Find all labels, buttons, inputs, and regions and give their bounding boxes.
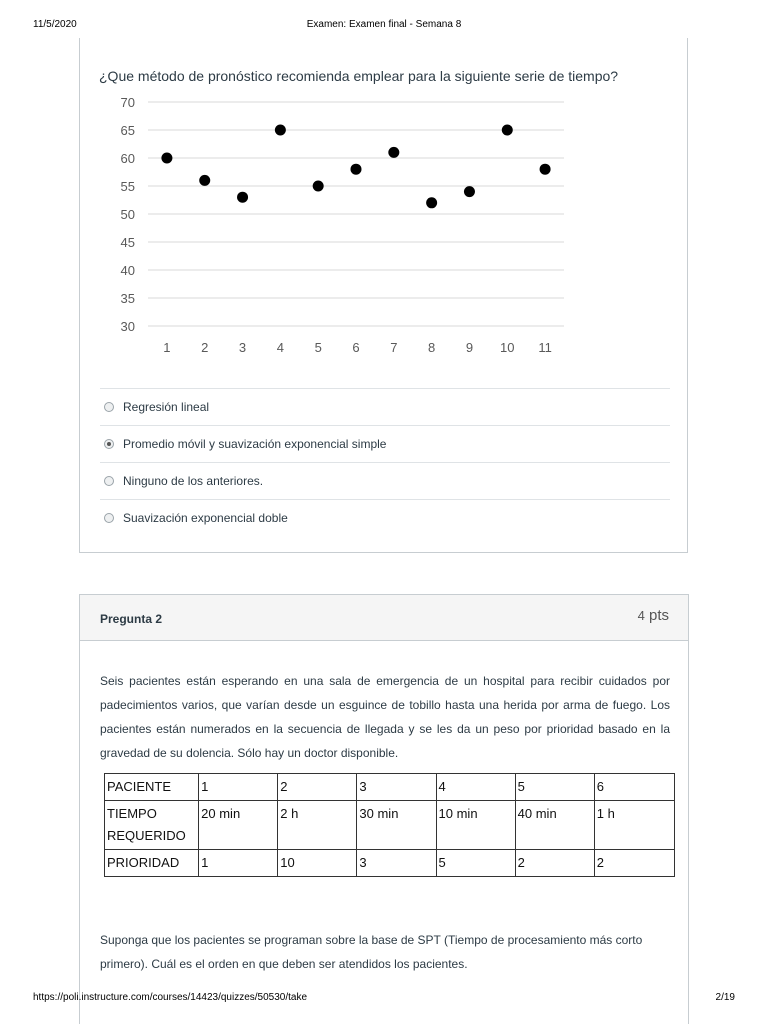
x-tick-label: 11 <box>538 340 552 355</box>
table-row <box>105 801 675 850</box>
x-tick-label: 1 <box>163 340 171 355</box>
table-cell: 3 <box>357 850 436 877</box>
table-cell: 20 min <box>199 801 278 850</box>
x-tick-label: 7 <box>390 340 398 355</box>
x-tick-label: 6 <box>352 340 360 355</box>
table-row <box>105 774 675 801</box>
x-tick-label: 2 <box>201 340 209 355</box>
x-tick-label: 3 <box>238 340 247 355</box>
question-2-instruction: Suponga que los pacientes se programan sobre la base de SPT (Tiempo de procesamiento más corto primero). Cuál es el orden en que deben ser atendidos los pacientes. <box>100 933 643 971</box>
answer-option[interactable] <box>100 388 670 425</box>
answer-option[interactable] <box>100 425 670 462</box>
radio-button[interactable] <box>104 402 114 412</box>
print-url: https://poli.instructure.com/courses/14423/quizzes/50530/take <box>33 992 308 1003</box>
answer-option[interactable] <box>100 499 670 536</box>
data-point <box>502 125 513 136</box>
answer-list <box>100 388 670 536</box>
y-tick-label: 45 <box>120 235 135 250</box>
print-page: 2/19 <box>715 992 735 1003</box>
table-cell: PRIORIDAD <box>105 850 199 877</box>
data-point <box>426 197 437 208</box>
print-title: Examen: Examen final - Semana 8 <box>306 19 462 30</box>
table-cell: 40 min <box>515 801 594 850</box>
x-tick-label: 8 <box>428 340 436 355</box>
question-2-title: Pregunta 2 <box>100 612 163 626</box>
question-2-header <box>80 595 688 641</box>
table-cell: 10 <box>278 850 357 877</box>
table-cell: 30 min <box>357 801 436 850</box>
table-cell: PACIENTE <box>105 774 199 801</box>
data-point <box>313 181 324 192</box>
table-cell: 1 <box>199 774 278 801</box>
table-cell: 2 <box>594 850 674 877</box>
time-series-scatter-chart <box>80 93 689 393</box>
radio-button[interactable] <box>104 513 114 523</box>
x-tick-label: 5 <box>314 340 322 355</box>
y-tick-label: 40 <box>120 263 135 278</box>
data-point <box>464 186 475 197</box>
y-tick-label: 55 <box>120 179 135 194</box>
table-cell: 1 <box>199 850 278 877</box>
x-tick-label: 10 <box>500 340 515 355</box>
data-point <box>237 192 248 203</box>
table-cell: 3 <box>357 774 436 801</box>
y-tick-label: 60 <box>120 151 135 166</box>
radio-button[interactable] <box>104 476 114 486</box>
y-tick-label: 30 <box>120 319 135 334</box>
answer-option[interactable] <box>100 462 670 499</box>
data-point <box>275 125 286 136</box>
answer-label: Ninguno de los anteriores. <box>123 474 264 488</box>
question-2-points: 4 pts <box>637 607 669 624</box>
table-cell: 2 <box>278 774 357 801</box>
table-row <box>105 850 675 877</box>
x-tick-label: 4 <box>276 340 284 355</box>
radio-button[interactable] <box>104 439 114 449</box>
table-cell: 10 min <box>436 801 515 850</box>
answer-label: Regresión lineal <box>123 400 210 414</box>
patients-table <box>104 773 675 877</box>
table-cell: 2 h <box>278 801 357 850</box>
table-cell: 2 <box>515 850 594 877</box>
data-point <box>199 175 210 186</box>
y-tick-label: 70 <box>120 95 135 110</box>
table-cell: 5 <box>436 850 515 877</box>
data-point <box>540 164 551 175</box>
answer-label: Promedio móvil y suavización exponencial simple <box>123 437 387 451</box>
question-1-text: ¿Que método de pronóstico recomienda emplear para la siguiente serie de tiempo? <box>99 68 619 84</box>
question-2-paragraph: Seis pacientes están esperando en una sala de emergencia de un hospital para recibir cuidados por padecimientos varios, que varían desde un esguince de tobillo hasta una herida por arma de fuego. Los pacientes están numerados en la secuencia de llegada y se les da un peso por prioridad basado en la gravedad de su dolencia. Sólo hay un doctor disponible. <box>100 674 670 760</box>
question-1-card <box>79 38 688 553</box>
print-date: 11/5/2020 <box>33 19 77 30</box>
table-cell: 6 <box>594 774 674 801</box>
radio-selected-dot <box>107 442 111 446</box>
table-cell: 5 <box>515 774 594 801</box>
data-point <box>388 147 399 158</box>
y-tick-label: 65 <box>120 123 135 138</box>
table-cell: TIEMPO REQUERIDO <box>105 801 199 850</box>
data-point <box>351 164 362 175</box>
table-cell: 4 <box>436 774 515 801</box>
x-tick-label: 9 <box>465 340 474 355</box>
y-tick-label: 35 <box>120 291 135 306</box>
y-tick-label: 50 <box>120 207 135 222</box>
answer-label: Suavización exponencial doble <box>123 511 288 525</box>
data-point <box>161 153 172 164</box>
question-2-card <box>79 594 689 1024</box>
table-cell: 1 h <box>594 801 674 850</box>
